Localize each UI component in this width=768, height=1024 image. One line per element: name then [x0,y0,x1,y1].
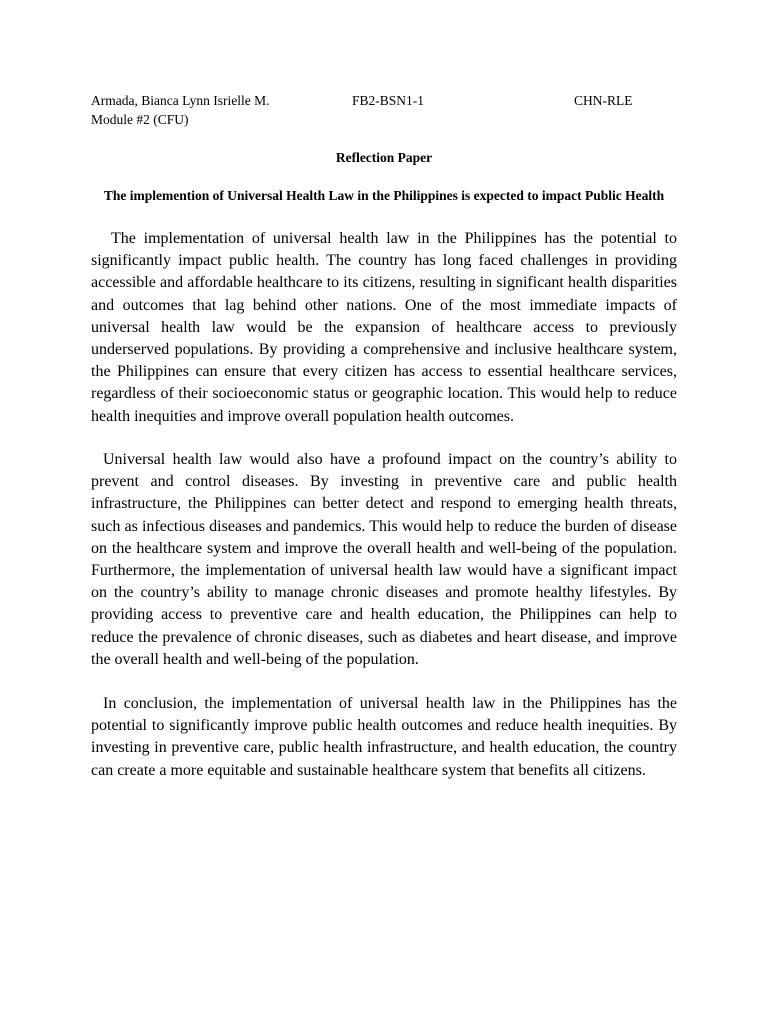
body-paragraph-2: Universal health law would also have a profound impact on the country’s ability to prevent and control diseases. By investing in preventive care and public health infrastructure, the Philippines can better detect and respond to emerging health threats, such as infectious diseases and pandemics. This would help to reduce the burden of disease on the healthcare system and improve the overall health and well-being of the population. Furthermore, the implementation of universal health law would have a significant impact on the country’s ability to manage chronic diseases and promote healthy lifestyles. By providing access to preventive care and health education, the Philippines can help to reduce the prevalence of chronic diseases, such as diabetes and heart disease, and improve the overall health and well-being of the population. [91,451,677,668]
document-subtitle: The implemention of Universal Health Law in the Philippines is expected to impact Public Health [103,188,665,203]
course-code: CHN-RLE [574,93,633,108]
body-paragraph-1: The implementation of universal health law in the Philippines has the potential to significantly impact public health. The country has long faced challenges in providing accessible and affordable healthcare to its citizens, resulting in significant health disparities and outcomes that lag behind other nations. One of the most immediate impacts of universal health law would be the expansion of healthcare access to previously underserved populations. By providing a comprehensive and inclusive healthcare system, the Philippines can ensure that every citizen has access to essential healthcare services, regardless of their socioeconomic status or geographic location. This would help to reduce health inequities and improve overall population health outcomes. [91,230,677,425]
section-code: FB2-BSN1-1 [352,93,425,108]
module-label: Module #2 (CFU) [91,112,189,127]
student-name: Armada, Bianca Lynn Isrielle M. [91,93,270,108]
document-title: Reflection Paper [335,150,433,165]
body-paragraph-3: In conclusion, the implementation of universal health law in the Philippines has the potential to significantly improve public health outcomes and reduce health inequities. By investing in preventive care, public health infrastructure, and health education, the country can create a more equitable and sustainable healthcare system that benefits all citizens. [91,695,677,779]
